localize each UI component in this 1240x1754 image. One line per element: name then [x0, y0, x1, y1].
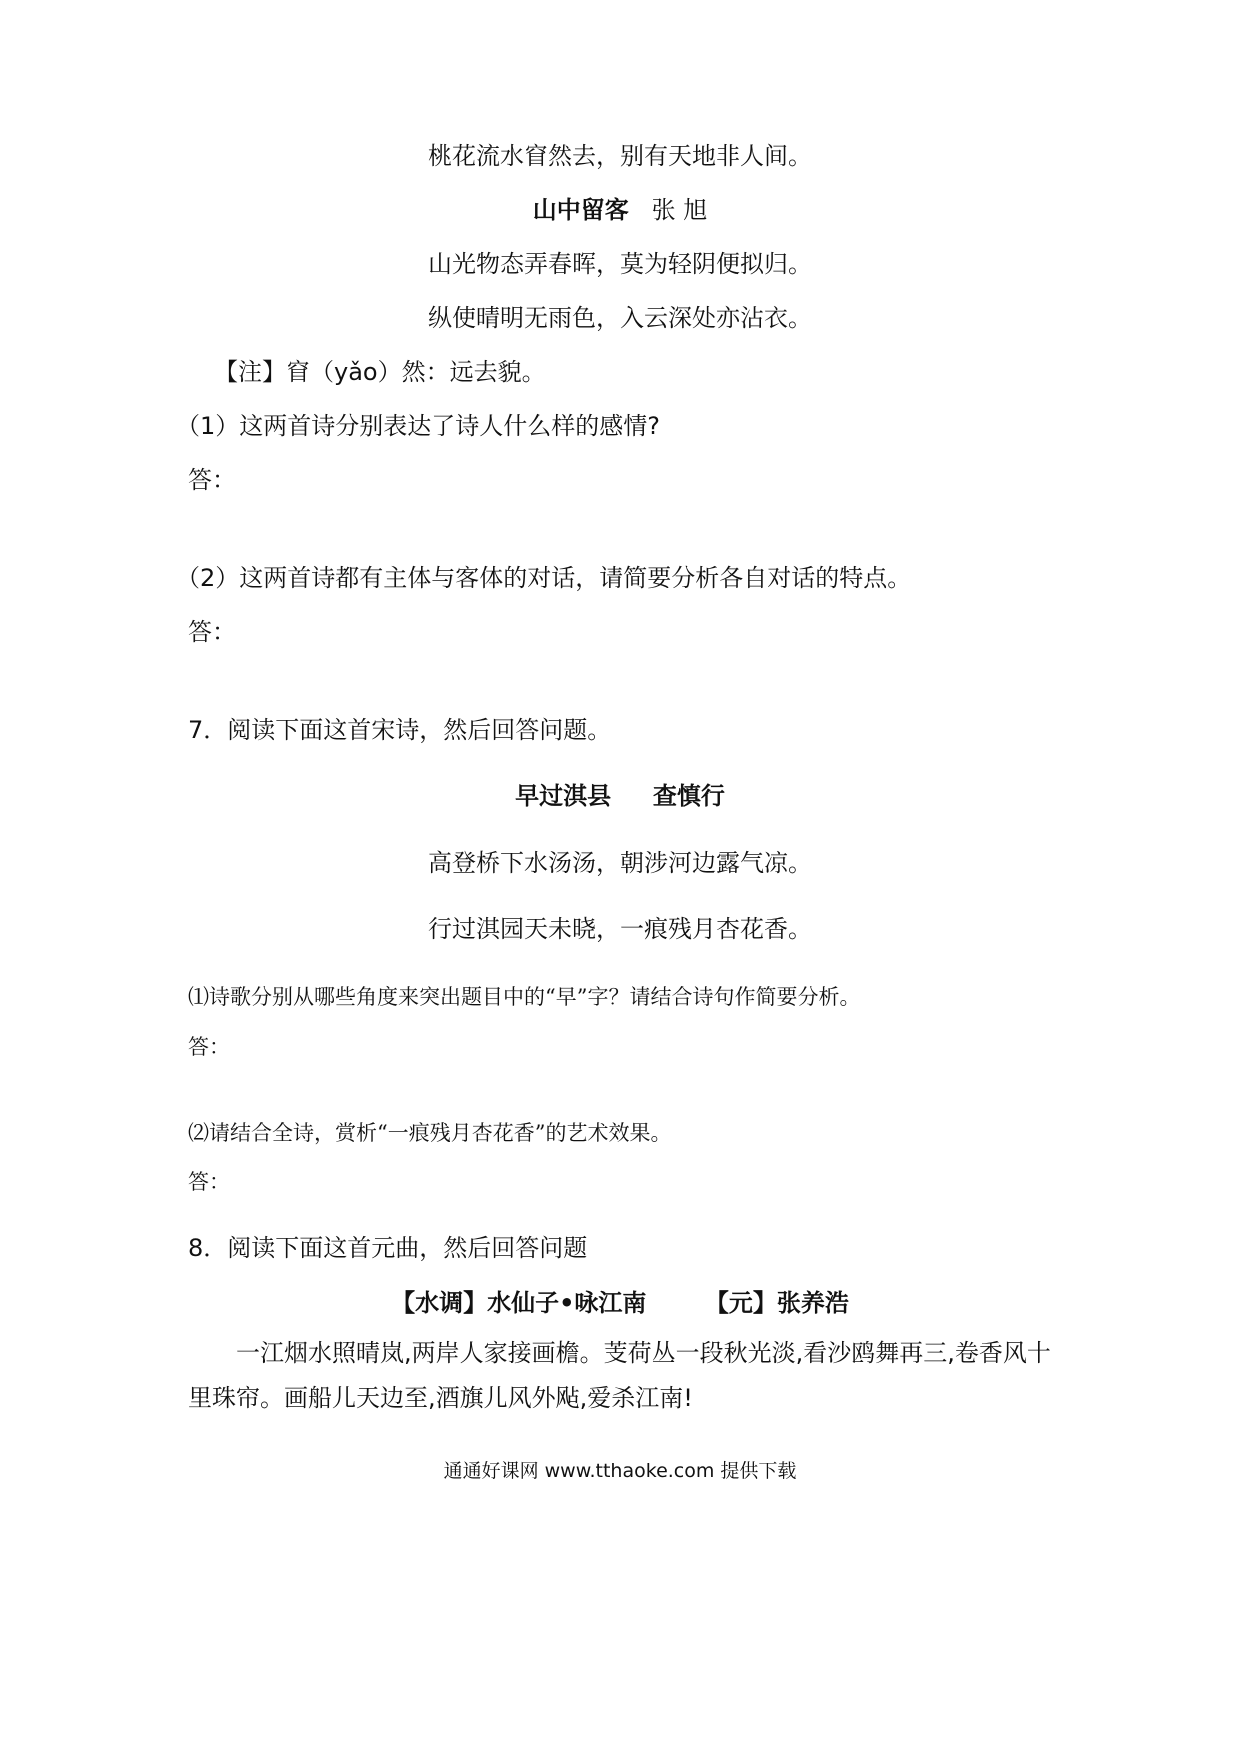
- poem-line: 高登桥下水汤汤，朝涉河边露气凉。: [428, 849, 812, 877]
- poem-title-line: [0, 194, 1240, 226]
- poem-author: 查慎行: [652, 782, 725, 810]
- poem-note: 【注】窅（yǎo）然：远去貌。: [214, 358, 546, 386]
- poem-line: 山光物态弄春晖，莫为轻阴便拟归。: [428, 250, 812, 278]
- poem-author: 【元】张养浩: [704, 1289, 849, 1317]
- poem-title-line: [0, 1287, 1240, 1319]
- answer-label: 答：: [188, 466, 236, 494]
- question-text: （2）这两首诗都有主体与客体的对话，请简要分析各自对话的特点。: [176, 564, 912, 592]
- question-heading: 8．阅读下面这首元曲，然后回答问题: [188, 1234, 588, 1262]
- page-footer: 通通好课网 www.tthaoke.com 提供下载: [443, 1460, 797, 1482]
- question-text: ⑵请结合全诗，赏析“一痕残月杏花香”的艺术效果。: [188, 1121, 672, 1145]
- question-text: （1）这两首诗分别表达了诗人什么样的感情?: [176, 412, 661, 440]
- question-text: ⑴诗歌分别从哪些角度来突出题目中的“早”字？请结合诗句作简要分析。: [188, 985, 861, 1009]
- poem-body: 一江烟水照晴岚,两岸人家接画檐。芰荷丛一段秋光淡,看沙鸥舞再三,卷香风十里珠帘。画船儿天边至,酒旗儿风外飐,爱杀江南!: [188, 1339, 1051, 1412]
- poem-title: 山中留客: [532, 196, 629, 224]
- question-heading: 7．阅读下面这首宋诗，然后回答问题。: [188, 716, 612, 744]
- answer-label: 答：: [188, 618, 236, 646]
- poem-line: 纵使晴明无雨色，入云深处亦沾衣。: [428, 304, 812, 332]
- poem-title: 【水调】水仙子•咏江南: [391, 1289, 647, 1317]
- poem-line: 桃花流水窅然去，别有天地非人间。: [428, 142, 812, 170]
- answer-label: 答：: [188, 1170, 230, 1194]
- poem-line: 行过淇园天未晓，一痕残月杏花香。: [428, 915, 812, 943]
- poem-title-line: [0, 780, 1240, 812]
- answer-label: 答：: [188, 1035, 230, 1059]
- poem-author: 张 旭: [651, 196, 708, 224]
- poem-title: 早过淇县: [515, 782, 612, 810]
